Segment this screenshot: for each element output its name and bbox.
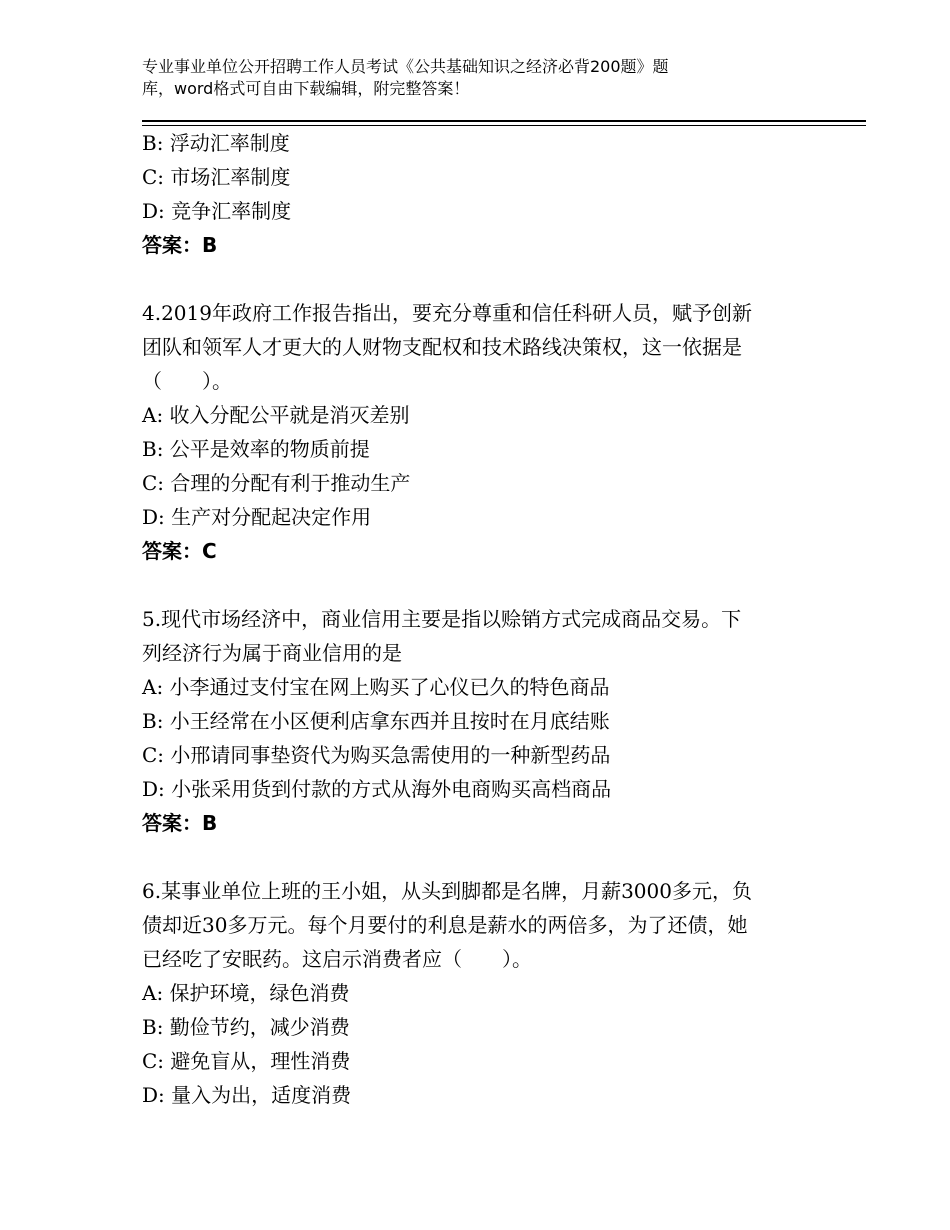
option-b: B: 小王经常在小区便利店拿东西并且按时在月底结账 bbox=[142, 709, 610, 733]
answer-line: 答案：B bbox=[142, 811, 218, 835]
question-text-line: 列经济行为属于商业信用的是 bbox=[142, 641, 402, 665]
spacer bbox=[142, 568, 822, 602]
document-body bbox=[142, 126, 822, 1112]
option-d: D: 量入为出，适度消费 bbox=[142, 1083, 352, 1107]
answer-line: 答案：B bbox=[142, 233, 218, 257]
question-text-line: （ ）。 bbox=[142, 369, 232, 393]
option-d: D: 竞争汇率制度 bbox=[142, 199, 292, 223]
option-b: B: 勤俭节约，减少消费 bbox=[142, 1015, 350, 1039]
option-a: A: 收入分配公平就是消灭差别 bbox=[142, 403, 410, 427]
question-3-tail bbox=[142, 126, 822, 262]
spacer bbox=[142, 840, 822, 874]
option-c: C: 市场汇率制度 bbox=[142, 165, 291, 189]
answer-line: 答案：C bbox=[142, 539, 217, 563]
question-text-line: 5.现代市场经济中，商业信用主要是指以赊销方式完成商品交易。下 bbox=[142, 607, 742, 631]
question-6 bbox=[142, 874, 822, 1112]
option-b: B: 公平是效率的物质前提 bbox=[142, 437, 370, 461]
header-rule-thick bbox=[142, 120, 866, 122]
option-a: A: 保护环境，绿色消费 bbox=[142, 981, 350, 1005]
option-b: B: 浮动汇率制度 bbox=[142, 131, 290, 155]
question-text-line: 债却近30多万元。每个月要付的利息是薪水的两倍多，为了还债，她 bbox=[142, 913, 748, 937]
header-line-1: 专业事业单位公开招聘工作人员考试《公共基础知识之经济必背200题》题 bbox=[142, 57, 669, 76]
spacer bbox=[142, 262, 822, 296]
question-text-line: 已经吃了安眠药。这启示消费者应（ ）。 bbox=[142, 947, 532, 971]
document-header bbox=[142, 56, 782, 100]
option-d: D: 生产对分配起决定作用 bbox=[142, 505, 372, 529]
question-text-line: 6.某事业单位上班的王小姐，从头到脚都是名牌，月薪3000多元，负 bbox=[142, 879, 752, 903]
header-line-2: 库，word格式可自由下载编辑，附完整答案！ bbox=[142, 79, 470, 98]
option-c: C: 小邢请同事垫资代为购买急需使用的一种新型药品 bbox=[142, 743, 611, 767]
option-c: C: 避免盲从，理性消费 bbox=[142, 1049, 351, 1073]
option-d: D: 小张采用货到付款的方式从海外电商购买高档商品 bbox=[142, 777, 612, 801]
question-text-line: 团队和领军人才更大的人财物支配权和技术路线决策权，这一依据是 bbox=[142, 335, 742, 359]
question-5 bbox=[142, 602, 822, 840]
question-text-line: 4.2019年政府工作报告指出，要充分尊重和信任科研人员，赋予创新 bbox=[142, 301, 752, 325]
option-c: C: 合理的分配有利于推动生产 bbox=[142, 471, 411, 495]
option-a: A: 小李通过支付宝在网上购买了心仪已久的特色商品 bbox=[142, 675, 610, 699]
question-4 bbox=[142, 296, 822, 568]
